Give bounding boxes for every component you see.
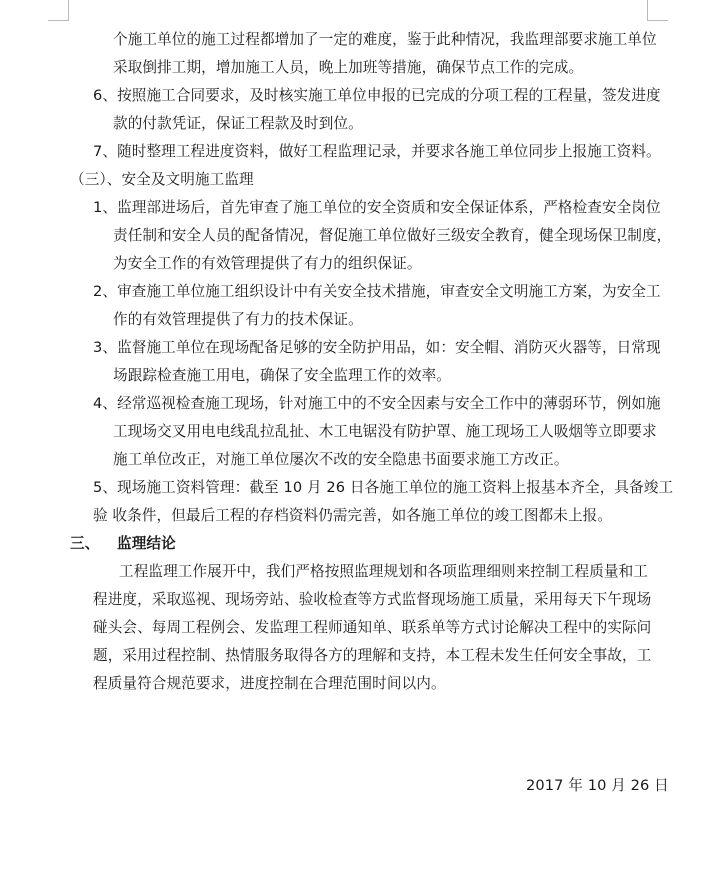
text-line: 施工单位改正，对施工单位屡次不改的安全隐患书面要求施工方改正。: [113, 451, 569, 468]
text-line: 6、按照施工合同要求，及时核实施工单位申报的已完成的分项工程的工程量，签发进度: [93, 87, 661, 104]
text-line: 2、审查施工单位施工组织设计中有关安全技术措施，审查安全文明施工方案，为安全工: [93, 283, 661, 300]
text-line: 5、现场施工资料管理：截至 10 月 26 日各施工单位的施工资料上报基本齐全，具备竣工: [93, 479, 674, 496]
text-line: 4、经常巡视检查施工现场，针对施工中的不安全因素与安全工作中的薄弱环节，例如施: [93, 395, 661, 412]
document-date: 2017 年 10 月 26 日: [526, 777, 669, 794]
text-line: 场跟踪检查施工用电，确保了安全监理工作的效率。: [113, 367, 451, 384]
text-line: 工现场交叉用电电线乱拉乱扯、木工电锯没有防护罩、施工现场工人吸烟等立即要求: [113, 423, 657, 440]
text-line: 个施工单位的施工过程都增加了一定的难度，鉴于此种情况，我监理部要求施工单位: [113, 31, 657, 48]
crop-mark-top-left-vertical: [68, 0, 69, 20]
text-line: 验 收条件，但最后工程的存档资料仍需完善，如各施工单位的竣工图都未上报。: [93, 507, 613, 524]
text-line: 题，采用过程控制、热情服务取得各方的理解和支持，本工程未发生任何安全事故，工: [93, 647, 652, 664]
text-line: 程进度，采取巡视、现场旁站、验收检查等方式监督现场施工质量，采用每天下午现场: [93, 591, 652, 608]
text-line: 工程监理工作展开中，我们严格按照监理规划和各项监理细则来控制工程质量和工: [119, 563, 648, 580]
section-title: 监理结论: [117, 535, 176, 552]
text-line: 碰头会、每周工程例会、发监理工程师通知单、联系单等方式讨论解决工程中的实际问: [93, 619, 652, 636]
section-heading: （三）、安全及文明施工监理: [70, 171, 254, 188]
crop-mark-top-right-horizontal: [647, 20, 668, 21]
text-line: 采取倒排工期，增加施工人员，晚上加班等措施，确保节点工作的完成。: [113, 59, 584, 76]
section-number: 三、: [70, 535, 100, 552]
text-line: 为安全工作的有效管理提供了有力的组织保证。: [113, 255, 422, 272]
text-line: 作的有效管理提供了有力的技术保证。: [113, 311, 363, 328]
text-line: 1、监理部进场后，首先审查了施工单位的安全资质和安全保证体系，严格检查安全岗位: [93, 199, 661, 216]
text-line: 3、监督施工单位在现场配备足够的安全防护用品，如：安全帽、消防灭火器等，日常现: [93, 339, 661, 356]
crop-mark-top-left-horizontal: [48, 20, 69, 21]
text-line: 款的付款凭证，保证工程款及时到位。: [113, 115, 363, 132]
text-line: 程质量符合规范要求，进度控制在合理范围时间以内。: [93, 675, 446, 692]
text-line: 7、随时整理工程进度资料，做好工程监理记录，并要求各施工单位同步上报施工资料。: [93, 143, 661, 160]
crop-mark-top-right-vertical: [647, 0, 648, 20]
text-line: 责任制和安全人员的配备情况，督促施工单位做好三级安全教育，健全现场保卫制度，: [113, 227, 672, 244]
